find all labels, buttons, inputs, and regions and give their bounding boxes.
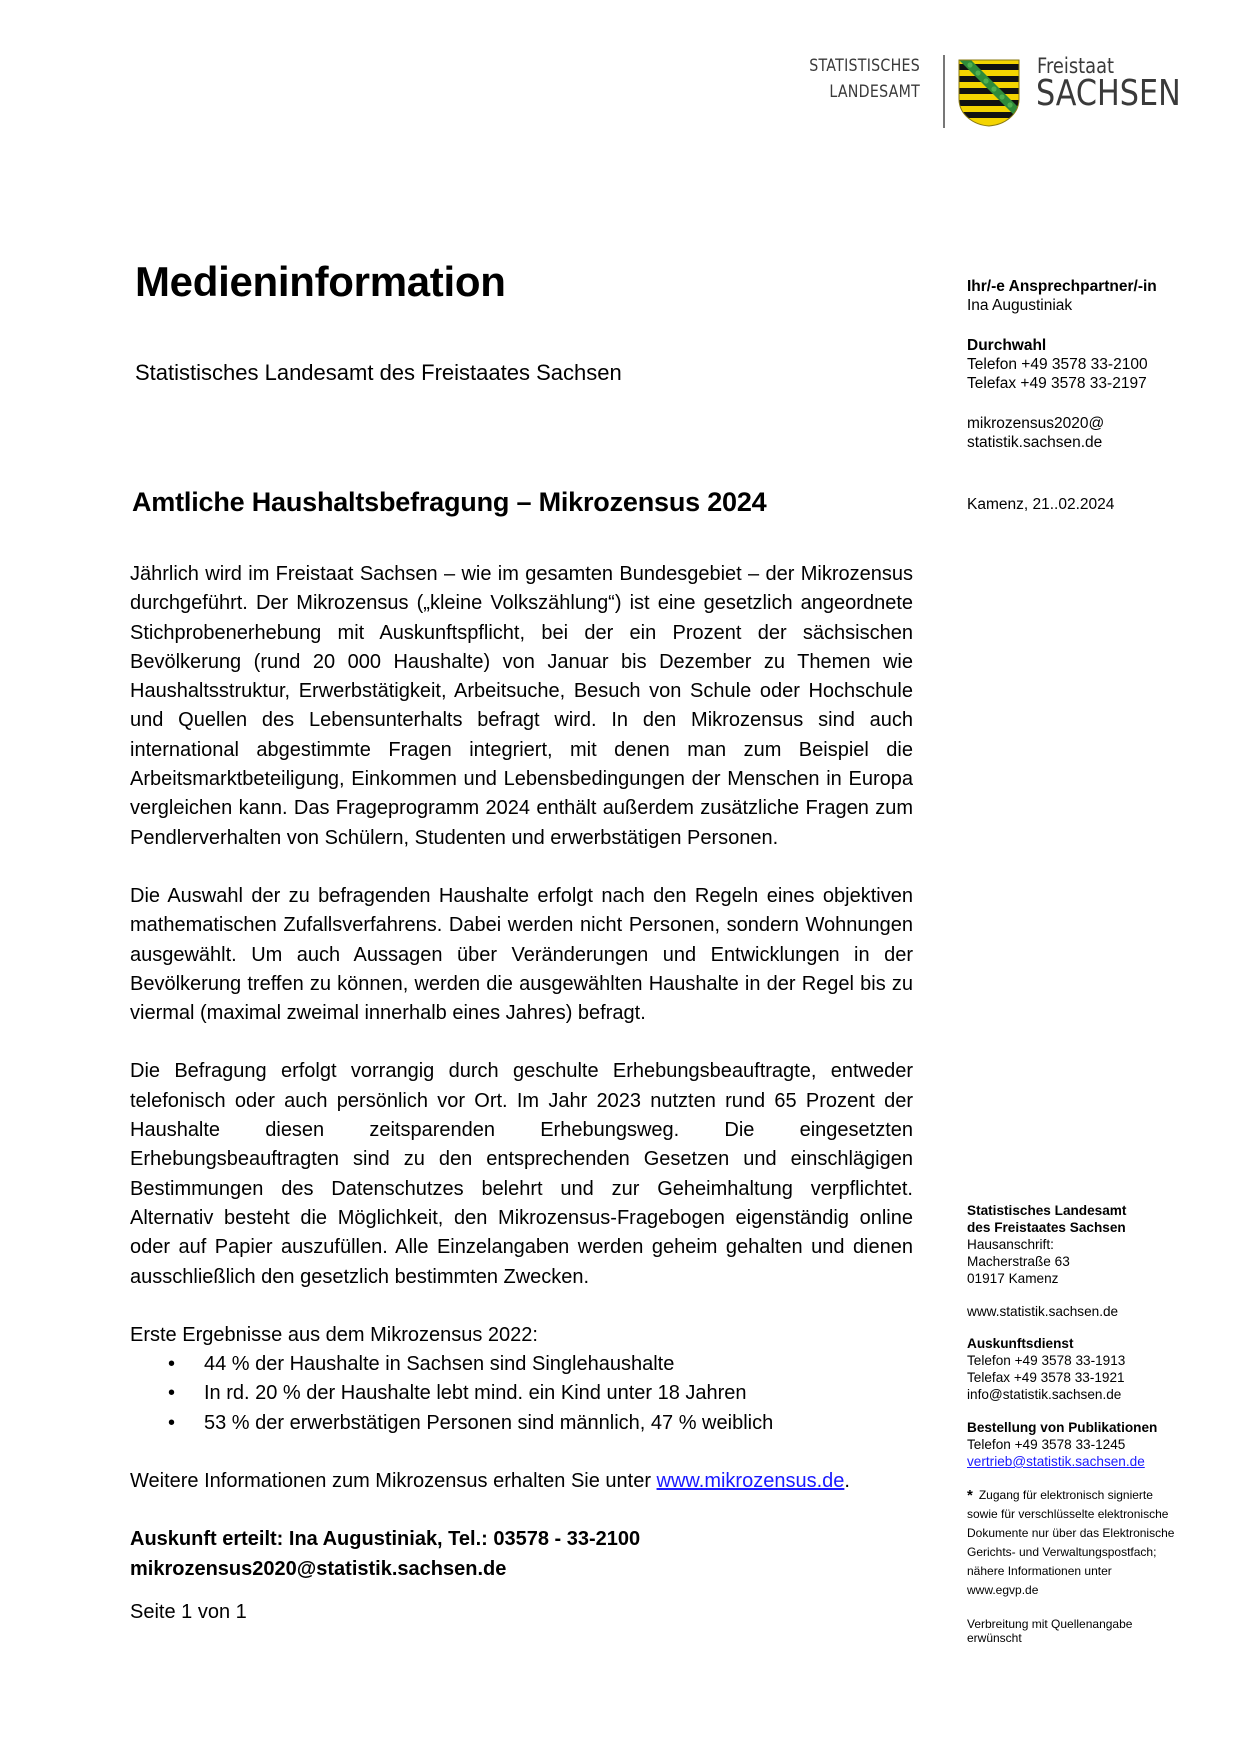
orders-label: Bestellung von Publikationen [967,1420,1158,1436]
address-label: Hausanschrift: [967,1236,1054,1252]
info-service-label: Auskunftsdienst [967,1336,1074,1352]
press-headline: Amtliche Haushaltsbefragung – Mikrozensus 2024 [132,487,767,517]
contact-email-line-2[interactable]: statistik.sachsen.de [967,434,1103,451]
contact-panel [967,277,1227,452]
egvp-note [967,1486,1227,1600]
paragraph-1: Jährlich wird im Freistaat Sachsen – wie im gesamten Bundesgebiet – der Mikrozensus durchgeführt. Der Mikrozensus („kleine Volkszählung“) ist eine gesetzlich angeordnete Stichprobenerhebung mit Auskunftspflicht, bei der ein Prozent der sächsischen Bevölkerung (rund 20 000 Haushalte) von Januar bis Dezember zu Themen wie Haushaltsstruktur, Erwerbstätigkeit, Arbeitsuche, Besuch von Schule oder Hochschule und Quellen des Lebensunterhalts befragt wird. In den Mikrozensus sind auch international abgestimmte Fragen integriert, mit denen man zum Beispiel die Arbeitsmarktbeteiligung, Einkommen und Lebensbedingungen der Menschen in Europa vergleichen kann. Das Frageprogramm 2024 enthält außerdem zusätzliche Fragen zum Pendlerverhalten von Schülern, Studenten und erwerbstätigen Personen. [130,563,913,849]
info-fax: Telefax +49 3578 33-1921 [967,1370,1125,1386]
more-info-text: Weitere Informationen zum Mikrozensus erhalten Sie unter [130,1470,657,1493]
direct-dial-label: Durchwahl [967,337,1047,354]
note-line: Dokumente nur über das Elektronische [967,1526,1175,1540]
paragraph-3: Die Befragung erfolgt vorrangig durch geschulte Erhebungsbeauftragte, entweder telefonisch oder auch persönlich vor Ort. Im Jahr 2023 nutzten rund 65 Prozent der Haushalte diesen zeitsparenden Erhebungsweg. Die eingesetzten Erhebungsbeauftragten sind zu den entsprechenden Gesetzen und einschlägigen Bestimmungen des Datenschutzes belehrt und zur Geheimhaltung verpflichtet. Alternativ besteht die Möglichkeit, den Mikrozensus-Fragebogen eigenständig online oder auf Papier auszufüllen. Alle Einzelangaben werden geheim gehalten und dienen ausschließlich den gesetzlich bestimmten Zwecken. [130,1060,913,1288]
paragraph-2: Die Auswahl der zu befragenden Haushalte erfolgt nach den Regeln eines objektiven mathematischen Zufallsverfahrens. Dabei werden nicht Personen, sondern Wohnungen ausgewählt. Um auch Aussagen über Veränderungen und Entwicklungen in der Bevölkerung treffen zu können, werden die ausgewählten Haushalte in der Regel bis zu viermal (maximal zweimal innerhalb eines Jahres) befragt. [130,884,913,1025]
orders-email-link[interactable]: vertrieb@statistik.sachsen.de [967,1453,1145,1469]
logo-line-2: LANDESAMT [829,82,920,101]
bullet-icon: • [168,1382,176,1405]
address-city: 01917 Kamenz [967,1270,1059,1286]
result-text: In rd. 20 % der Haushalte lebt mind. ein Kind unter 18 Jahren [204,1382,747,1405]
note-line: Zugang für elektronisch signierte [978,1488,1153,1502]
logo-divider [943,55,945,128]
contact-email-line-1[interactable]: mikrozensus2020@ [967,415,1105,432]
page-number: Seite 1 von 1 [130,1600,247,1623]
more-info-end: . [844,1470,850,1493]
orders-phone: Telefon +49 3578 33-1245 [967,1436,1126,1452]
org-name-line-2: des Freistaates Sachsen [967,1219,1126,1235]
logo-line-1: STATISTISCHES [809,56,920,75]
address-street: Macherstraße 63 [967,1253,1070,1269]
bullet-icon: • [168,1353,176,1376]
distribution-line-1: Verbreitung mit Quellenangabe [967,1617,1133,1631]
org-name-line-1: Statistisches Landesamt [967,1203,1127,1218]
contact-footer-email[interactable]: mikrozensus2020@statistik.sachsen.de [130,1557,507,1580]
list-item [130,1379,913,1408]
distribution-line-2: erwünscht [967,1631,1022,1645]
page-subtitle: Statistisches Landesamt des Freistaates Sachsen [135,360,622,385]
brand-freistaat: Freistaat [1037,54,1115,78]
result-text: 44 % der Haushalte in Sachsen sind Singlehaushalte [204,1353,675,1376]
list-item [130,1409,913,1438]
website[interactable]: www.statistik.sachsen.de [967,1303,1119,1319]
page-title: Medieninformation [135,258,506,305]
results-list [130,1350,913,1438]
info-email[interactable]: info@statistik.sachsen.de [967,1387,1122,1403]
contact-fax: Telefax +49 3578 33-2197 [967,375,1147,392]
note-line: Gerichts- und Verwaltungspostfach; [967,1545,1157,1559]
contact-footer-line-1: Auskunft erteilt: Ina Augustiniak, Tel.: 03578 - 33-2100 [130,1528,641,1551]
info-phone: Telefon +49 3578 33-1913 [967,1353,1126,1369]
list-item [130,1350,913,1379]
more-info [130,1467,913,1496]
contact-phone: Telefon +49 3578 33-2100 [967,356,1148,373]
article-body [130,560,913,1627]
press-date: Kamenz, 21..02.2024 [967,496,1115,513]
contact-person-label: Ihr/-e Ansprechpartner/-in [967,278,1157,295]
note-line: sowie für verschlüsselte elektronische [967,1507,1169,1521]
landesamt-logo-text [782,53,920,105]
distribution-note [967,1617,1227,1645]
result-text: 53 % der erwerbstätigen Personen sind männlich, 47 % weiblich [204,1411,774,1434]
note-line: nähere Informationen unter [967,1564,1112,1578]
brand-sachsen: SACHSEN [1036,73,1181,114]
contact-person-name: Ina Augustiniak [967,297,1073,314]
bullet-icon: • [168,1411,176,1434]
egvp-link[interactable]: www.egvp.de [967,1583,1039,1597]
asterisk-icon: * [967,1487,973,1504]
saxony-coat-of-arms-icon [958,59,1020,127]
office-panel [967,1203,1227,1471]
mikrozensus-link[interactable]: www.mikrozensus.de [656,1470,845,1493]
results-intro: Erste Ergebnisse aus dem Mikrozensus 2022: [130,1323,538,1346]
